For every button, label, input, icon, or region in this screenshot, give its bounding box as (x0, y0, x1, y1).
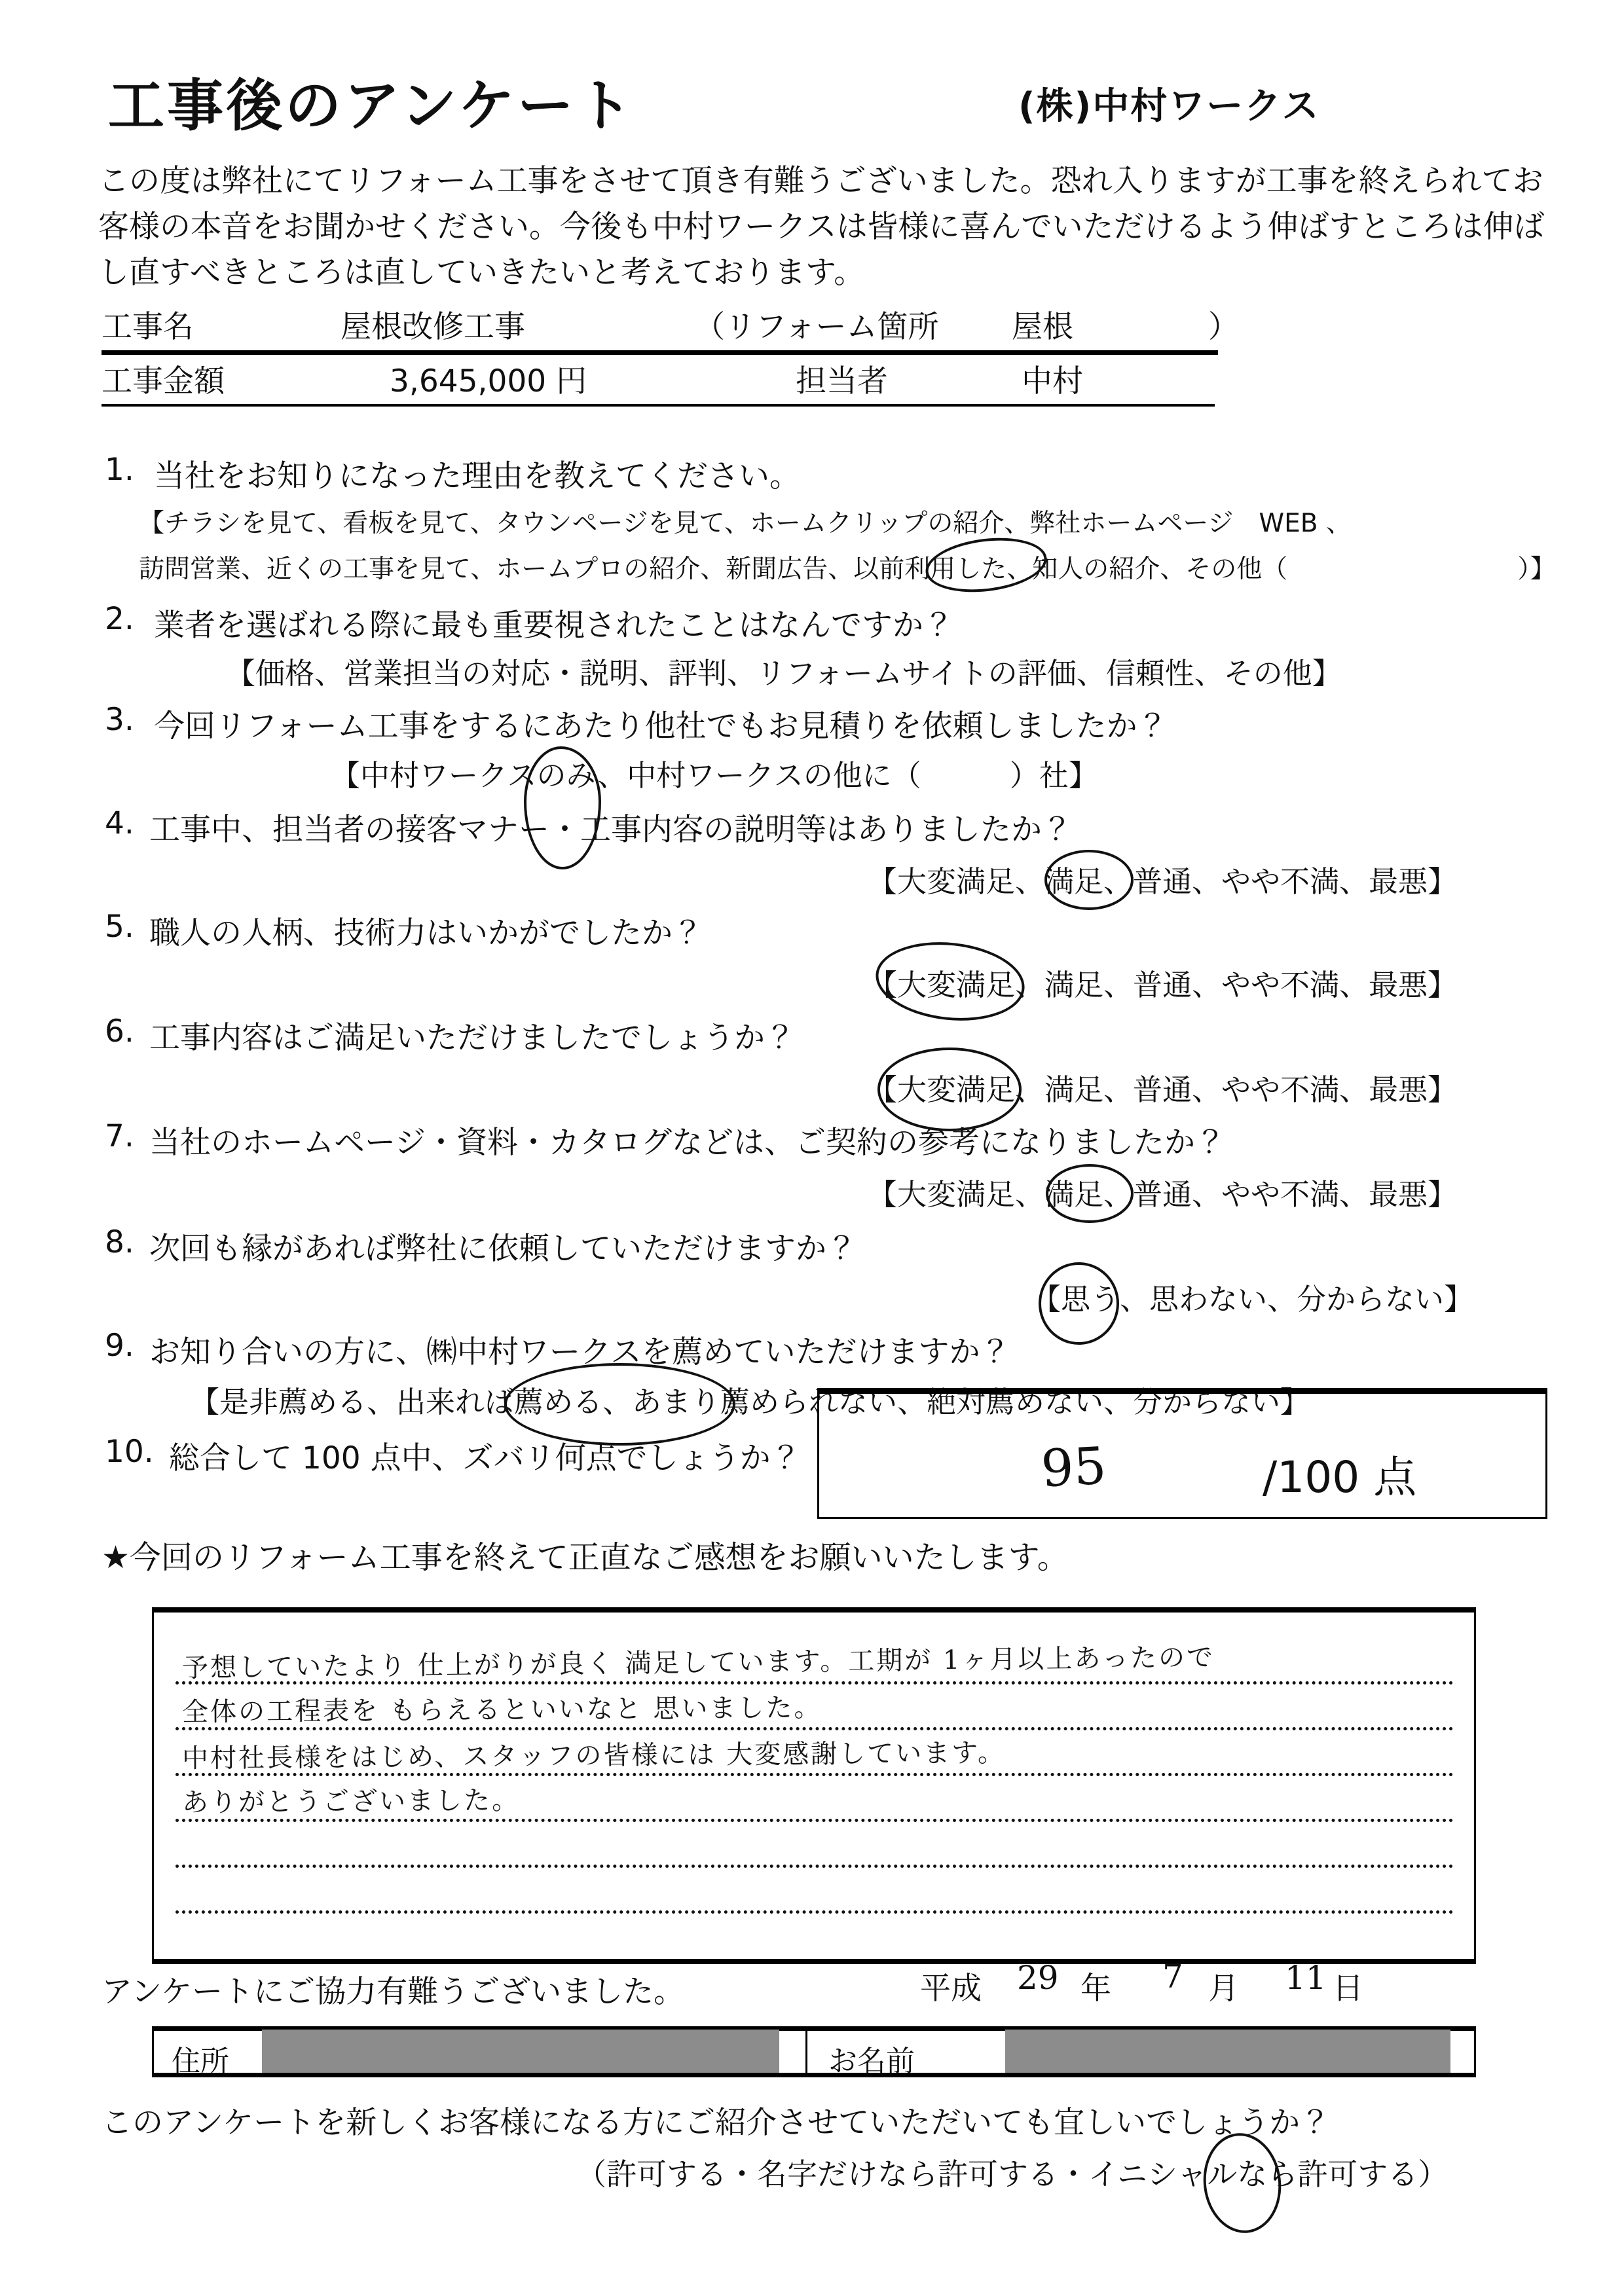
question-1-choices-line1[interactable]: 【チラシを見て、看板を見て、タウンページを見て、ホームクリップの紹介、弊社ホームページ WEB 、 (139, 509, 1352, 538)
address-redaction (262, 2030, 779, 2073)
work-info-divider (101, 350, 1218, 355)
question-2-number: 2. (105, 601, 134, 637)
address-label: 住所 (172, 2045, 229, 2078)
question-5-number: 5. (105, 909, 134, 945)
question-7-choices[interactable]: 【大変満足、満足、普通、やや不満、最悪】 (868, 1177, 1458, 1212)
question-1-choices-line2[interactable]: 訪問営業、近くの工事を見て、ホームプロの紹介、新聞広告、以前利用した、知人の紹介、その他（ ）】 (139, 555, 1556, 584)
question-7-text: 当社のホームページ・資料・カタログなどは、ご契約の参考になりましたか？ (149, 1125, 1227, 1161)
question-3-text: 今回リフォーム工事をするにあたり他社でもお見積りを依頼しましたか？ (154, 708, 1168, 744)
permission-choices[interactable]: （許可する・名字だけなら許可する・イニシャルなら許可する） (576, 2157, 1449, 2192)
question-8-text: 次回も縁があれば弊社に依頼していただけますか？ (149, 1231, 857, 1267)
question-1-text: 当社をお知りになった理由を教えてください。 (154, 458, 800, 494)
question-3-choices[interactable]: 【中村ワークスのみ、中村ワークスの他に（ ）社】 (331, 758, 1098, 793)
date-day-unit: 日 (1333, 1971, 1363, 2007)
comment-rule-5 (175, 1865, 1454, 1868)
question-9-choices[interactable]: 【是非薦める、出来れば薦める、あまり薦められない、絶対薦めない、分からない】 (190, 1385, 1310, 1419)
comment-line-2: 全体の工程表を もらえるといいなと 思いました。 (181, 1692, 822, 1728)
question-8-choices[interactable]: 【思う、思わない、分からない】 (1031, 1282, 1474, 1317)
question-10-number: 10. (105, 1434, 154, 1470)
work-name-value: 屋根改修工事 (341, 309, 525, 345)
customer-name-label: お名前 (828, 2045, 915, 2078)
score-value: 95 (1039, 1436, 1108, 1499)
customer-name-redaction (1005, 2030, 1450, 2073)
question-10-text: 総合して 100 点中、ズバリ何点でしょうか？ (169, 1440, 802, 1476)
question-8-number: 8. (105, 1224, 134, 1260)
date-day-value[interactable]: 11 (1285, 1959, 1327, 1997)
question-6-choices[interactable]: 【大変満足、満足、普通、やや不満、最悪】 (868, 1072, 1458, 1107)
era-label: 平成 (920, 1971, 982, 2007)
question-9-text: お知り合いの方に、㈱中村ワークスを薦めていただけますか？ (149, 1334, 1011, 1370)
question-5-text: 職人の人柄、技術力はいかがでしたか？ (149, 915, 703, 951)
question-2-text: 業者を選ばれる際に最も重要視されたことはなんですか？ (154, 608, 954, 644)
staff-value: 中村 (1022, 363, 1083, 399)
staff-underline (101, 404, 1215, 407)
question-9-number: 9. (105, 1328, 134, 1364)
question-2-choices[interactable]: 【価格、営業担当の対応・説明、評判、リフォームサイトの評価、信頼性、その他】 (226, 656, 1342, 691)
score-box[interactable] (817, 1388, 1547, 1519)
intro-paragraph: この度は弊社にてリフォーム工事をさせて頂き有難うございました。恐れ入りますが工事を終えられてお客様の本音をお聞かせください。今後も中村ワークスは皆様に喜んでいただけるよう伸ばすところは伸ばし直すべきところは直していきたいと考えております。 (98, 163, 1545, 291)
score-denominator: /100 点 (1263, 1452, 1417, 1503)
comment-line-1: 予想していたより 仕上がりが良く 満足しています。工期が 1ヶ月以上あったので (181, 1642, 1215, 1684)
reform-location-value: 屋根 (1012, 309, 1073, 345)
question-4-choices[interactable]: 【大変満足、満足、普通、やや不満、最悪】 (868, 864, 1458, 899)
question-6-text: 工事内容はご満足いただけましたでしょうか？ (149, 1020, 796, 1056)
question-5-choices[interactable]: 【大変満足、満足、普通、やや不満、最悪】 (868, 968, 1458, 1002)
company-name: (株)中村ワークス (1018, 85, 1320, 128)
date-month-unit: 月 (1208, 1971, 1239, 2007)
comment-line-3: 中村社長様をはじめ、スタッフの皆様には 大変感謝しています。 (181, 1738, 1006, 1774)
permission-question: このアンケートを新しくお客様になる方にご紹介させていただいても宜しいでしょうか？ (101, 2105, 1331, 2141)
reform-location-close: ） (1208, 309, 1239, 345)
work-name-label: 工事名 (101, 309, 194, 345)
question-1-number: 1. (105, 452, 134, 488)
question-7-number: 7. (105, 1118, 134, 1154)
date-year-unit: 年 (1080, 1971, 1111, 2007)
comment-rule-6 (175, 1910, 1454, 1914)
page-title: 工事後のアンケート (108, 73, 635, 139)
question-4-number: 4. (105, 805, 134, 841)
question-6-number: 6. (105, 1013, 134, 1049)
question-3-number: 3. (105, 702, 134, 738)
staff-label: 担当者 (796, 363, 888, 399)
contact-table-divider (805, 2026, 807, 2077)
comment-rule-4 (175, 1819, 1454, 1822)
reform-location-label: （リフォーム箇所 (694, 309, 939, 345)
question-4-text: 工事中、担当者の接客マナー・工事内容の説明等はありましたか？ (149, 812, 1073, 848)
comment-line-4: ありがとうございました。 (181, 1785, 521, 1818)
work-amount-value: 3,645,000 円 (390, 363, 587, 399)
date-month-value[interactable]: 7 (1162, 1958, 1183, 1995)
work-amount-label: 工事金額 (101, 363, 225, 399)
date-year-value[interactable]: 29 (1017, 1959, 1059, 1997)
thanks-text: アンケートにご協力有難うございました。 (101, 1974, 685, 2010)
comment-rule-2 (175, 1727, 1454, 1730)
free-comment-prompt: ★今回のリフォーム工事を終えて正直なご感想をお願いいたします。 (101, 1539, 1069, 1576)
